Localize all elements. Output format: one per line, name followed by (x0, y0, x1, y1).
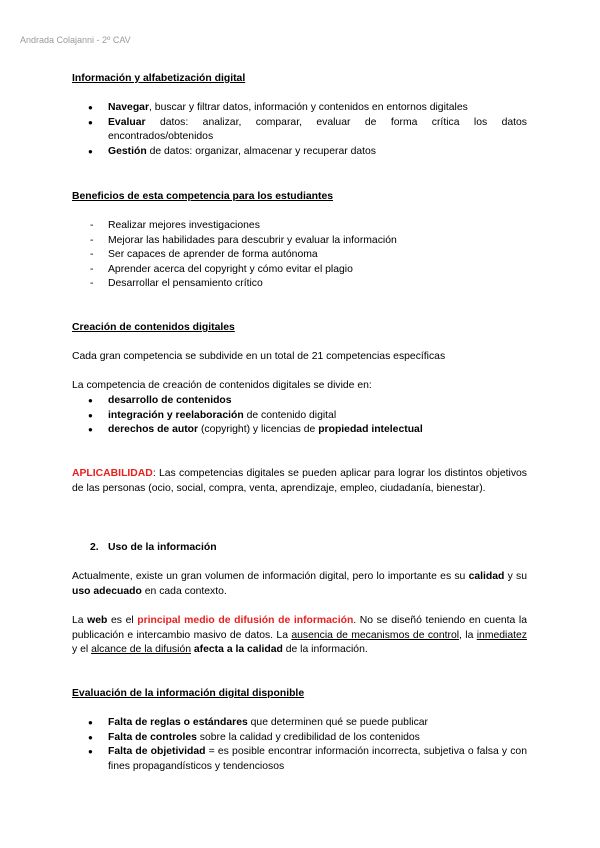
list-item-bold: Falta de reglas o estándares (108, 717, 248, 728)
list-benefits (72, 219, 527, 292)
text-run: en cada contexto. (141, 585, 227, 597)
list-item-bold: derechos de autor (108, 424, 199, 435)
text-run-red: principal medio de difusión de información (137, 615, 354, 626)
text-run: . No se diseñó teniendo en cuenta la publicación e intercambio masivo de datos. La (72, 615, 527, 641)
list-item-bold: Falta de objetividad (108, 746, 206, 757)
list-item: - Aprender acerca del copyright y cómo evitar el plagio (72, 263, 527, 278)
list-item-text: de contenido digital (243, 409, 337, 421)
list-creation (72, 394, 527, 438)
text-run-bold: afecta a la calidad (193, 644, 283, 655)
list-item (72, 116, 527, 145)
list-item-bold: Gestión (108, 145, 147, 157)
list-item (72, 716, 527, 731)
page-header: Andrada Colajanni - 2º CAV (20, 35, 131, 45)
list-item (72, 731, 527, 746)
list-evaluation (72, 716, 527, 774)
text-run: de la información. (282, 644, 368, 655)
section-title-use: Uso de la información (108, 542, 217, 553)
list-item-bold: Evaluar (108, 116, 146, 128)
paragraph: Cada gran competencia se subdivide en un total de 21 competencias específicas (72, 351, 446, 362)
text-run-underline: ausencia de mecanismos de control (291, 629, 460, 641)
text-run-underline: alcance de la difusión (91, 644, 191, 655)
list-item-bold: desarrollo de contenidos (108, 395, 232, 406)
list-item-text: datos: analizar, comparar, evaluar de forma crítica los datos encontrados/obtenidos (108, 116, 527, 142)
text-run-bold: calidad (468, 571, 505, 582)
list-item-bold: integración y reelaboración (108, 409, 244, 421)
paragraph (72, 614, 527, 658)
text-run: y su (504, 571, 527, 582)
list-item-bold: Navegar (108, 102, 150, 113)
list-item-text: (copyright) y licencias de (198, 424, 319, 435)
section-number: 2. (90, 542, 99, 553)
applicability-paragraph (72, 467, 527, 496)
list-item: - Desarrollar el pensamiento crítico (72, 277, 527, 292)
text-run: , la (459, 629, 477, 641)
section-title-benefits: Beneficios de esta competencia para los estudiantes (72, 191, 334, 202)
list-item (72, 101, 527, 116)
list-item (72, 409, 527, 424)
text-run: y el (72, 644, 92, 655)
list-info (72, 101, 527, 159)
section-title-info: Información y alfabetización digital (72, 73, 246, 84)
list-item (72, 145, 527, 160)
list-item-text: , buscar y filtrar datos, información y contenidos en entornos digitales (149, 102, 468, 113)
applicability-text: : Las competencias digitales se pueden aplicar para lograr los distintos objetivos de las personas (ocio, social, compra, venta, aprendizaje, empleo, ciudadanía, bienestar). (72, 468, 527, 494)
paragraph: La competencia de creación de contenidos digitales se divide en: (72, 380, 372, 391)
list-item (72, 394, 527, 409)
text-run-bold: uso adecuado (72, 585, 142, 597)
text-run: Actualmente, existe un gran volumen de información digital, pero lo importante es su (72, 571, 469, 582)
list-item (72, 745, 527, 774)
list-item-text: de datos: organizar, almacenar y recuperar datos (146, 145, 376, 157)
list-item-bold: propiedad intelectual (318, 424, 423, 435)
list-item: - Mejorar las habilidades para descubrir y evaluar la información (72, 234, 527, 249)
section-title-creation: Creación de contenidos digitales (72, 322, 235, 333)
list-item: - Realizar mejores investigaciones (72, 219, 527, 234)
text-run: La (72, 615, 88, 626)
applicability-label: APLICABILIDAD (72, 468, 153, 479)
list-item-text: que determinen qué se puede publicar (247, 717, 428, 728)
text-run: es el (107, 615, 138, 626)
list-item: - Ser capaces de aprender de forma autónoma (72, 248, 527, 263)
text-run-bold: web (87, 615, 108, 626)
section-title-evaluation: Evaluación de la información digital disponible (72, 688, 305, 699)
list-item-text: sobre la calidad y credibilidad de los contenidos (196, 731, 420, 743)
list-item (72, 423, 527, 438)
text-run-underline: inmediatez (476, 629, 527, 641)
list-item-bold: Falta de controles (108, 731, 197, 743)
list-item-text: = es posible encontrar información incorrecta, subjetiva o falsa y con fines propagandísticos y tendenciosos (108, 746, 527, 772)
paragraph (72, 570, 527, 599)
